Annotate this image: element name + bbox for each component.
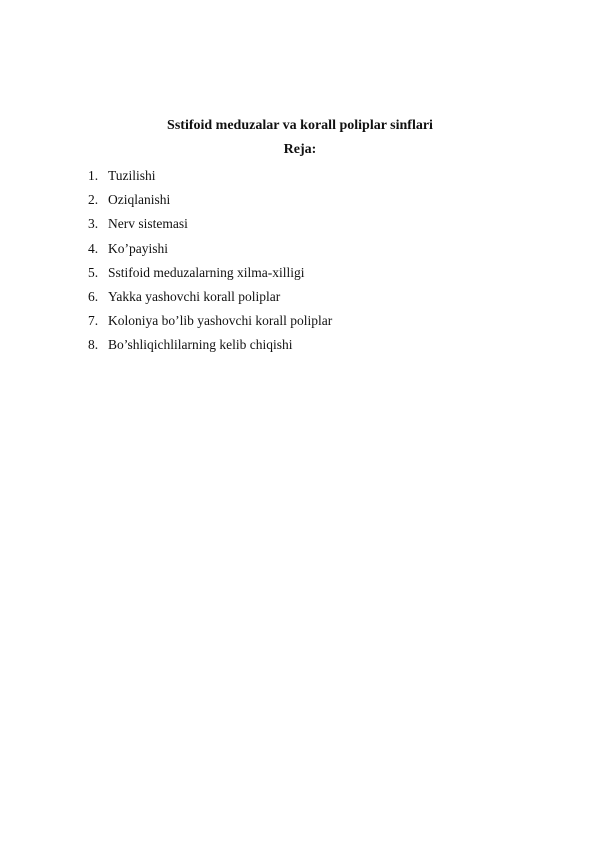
- list-item-number: 3.: [88, 216, 99, 232]
- list-item-text: Bo’shliqichlilarning kelib chiqishi: [108, 337, 293, 353]
- list-item-number: 2.: [88, 192, 99, 208]
- list-item: [88, 188, 332, 212]
- list-item-text: Yakka yashovchi korall poliplar: [108, 289, 281, 305]
- list-item-number: 8.: [88, 337, 99, 353]
- plan-list: [88, 164, 332, 358]
- list-item: [88, 261, 332, 285]
- list-item-text: Ko’payishi: [108, 240, 168, 256]
- list-item-number: 1.: [88, 168, 99, 183]
- document-title: Sstifoid meduzalar va korall poliplar sinflari: [167, 118, 433, 133]
- list-item-text: Koloniya bo’lib yashovchi korall poliplar: [108, 313, 333, 329]
- list-item-text: Nerv sistemasi: [108, 216, 188, 232]
- list-item-number: 6.: [88, 289, 99, 305]
- list-item-number: 4.: [88, 240, 99, 256]
- list-item-text: Oziqlanishi: [108, 192, 171, 208]
- list-item: [88, 164, 332, 188]
- list-item-number: 7.: [88, 313, 99, 329]
- plan-heading: Reja:: [283, 142, 317, 157]
- list-item: [88, 237, 332, 261]
- list-item-text: Tuzilishi: [108, 168, 156, 183]
- list-item-text: Sstifoid meduzalarning xilma-xilligi: [108, 264, 305, 280]
- list-item: [88, 333, 332, 357]
- list-item-number: 5.: [88, 264, 99, 280]
- list-item: [88, 309, 332, 333]
- list-item: [88, 285, 332, 309]
- list-item: [88, 212, 332, 236]
